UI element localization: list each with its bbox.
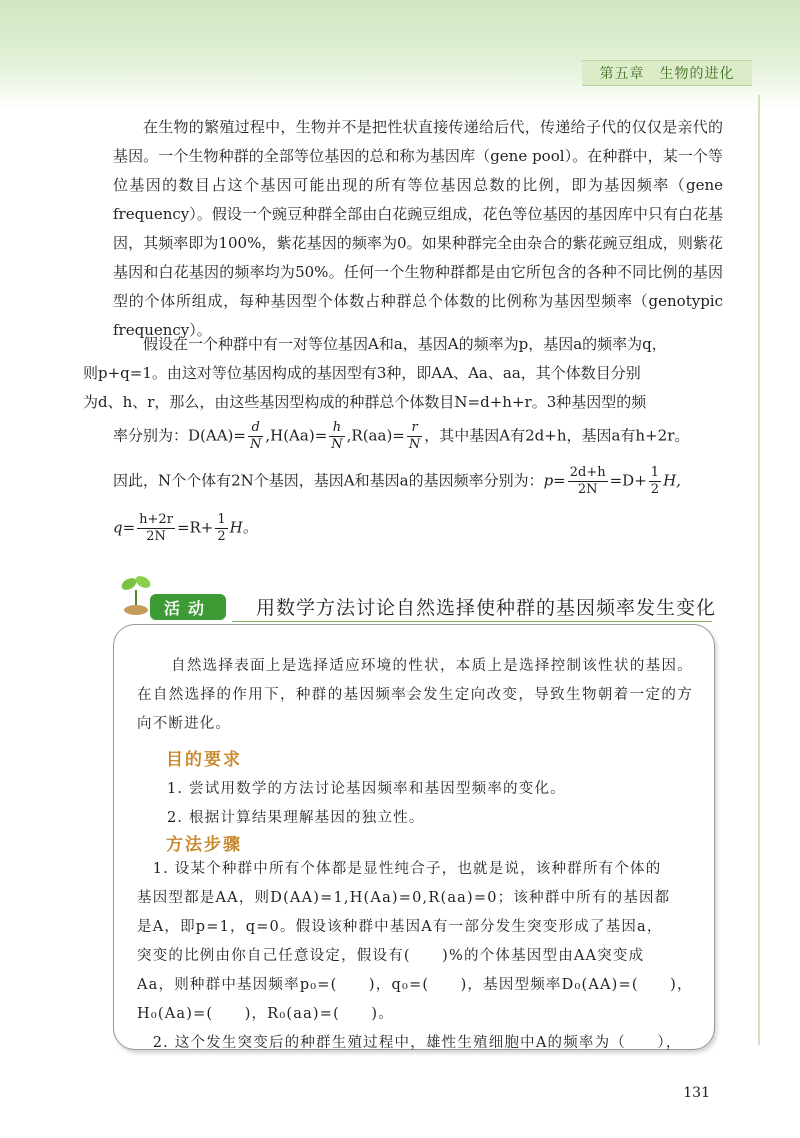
method-heading: 方法步骤 [166,835,242,855]
formula-H: ,H(Aa)= [265,426,328,445]
chapter-label: 第五章 生物的进化 [582,60,752,86]
step-line: 2. 这个发生突变后的种群生殖过程中，雄性生殖细胞中A的频率为（ ）， [137,1035,682,1051]
frac-den: 2N [577,482,598,497]
formula-R: ,R(aa)= [346,426,405,445]
fraction-r-over-n [407,420,422,453]
p-end: H, [663,471,681,490]
frac-den: 2N [146,529,166,544]
frac-num: 1 [217,512,226,527]
para2-line-1: 假设在一个种群中有一对等位基因A和a，基因A的频率为p，基因a的频率为q， [143,335,667,353]
page-number: 131 [683,1085,710,1101]
frac-num: 1 [650,465,660,480]
intro-paragraph-2 [83,330,723,417]
q-end: H。 [229,518,258,537]
goal-item-1: 1. 尝试用数学的方法讨论基因频率和基因型频率的变化。 [167,781,566,797]
q-eq: q= [113,518,136,537]
frac-den: 2 [650,482,660,497]
sprout-icon [118,570,154,616]
frac-den: N [331,437,343,452]
header-band [0,0,800,110]
para2-line-3: 为d、h、r，那么，由这些基因型构成的种群总个体数目N=d+h+r。3种基因型的频 [83,393,647,411]
frac-num: h [332,420,342,435]
genotype-frequency-formula: 率分别为：D(AA)= $\frac{d}{N}$ ,H(Aa)= $\frac{h}{N}$ ,R(aa)= $\frac{r}{N}$ ，其中基因A有2d+h，基因a有h+2r。 [113,420,690,452]
allele-frequency-p-formula [113,465,681,498]
para2-line-2: 则p+q=1。由这对等位基因构成的基因型有3种，即AA、Aa、aa，其个体数目分别 [83,364,641,382]
fraction-h-over-n [329,420,344,453]
intro-paragraph-1: 在生物的繁殖过程中，生物并不是把性状直接传递给后代，传递给子代的仅仅是亲代的基因。一个生物种群的全部等位基因的总和称为基因库（gene pool）。在种群中，某一个等位基因的数目占这个基因可能出现的所有等位基因总数的比例，即为基因频率（gene frequency）。假设一个豌豆种群全部由白花豌豆组成，花色等位基因的基因库中只有白花基因，其频率即为100%，紫花基因的频率为0。如果种群完全由杂合的紫花豌豆组成，则紫花基因和白花基因的频率均为50%。任何一个生物种群都是由它所包含的各种不同比例的基因型的个体所组成，每种基因型个体数占种群总个体数的比例称为基因型频率（genotypic frequency）。 [113,118,723,339]
frac-num: h+2r [139,512,173,527]
frac-num: 2d+h [569,465,606,480]
page-margin-line [758,95,760,1045]
p-eq: p= [543,471,566,490]
step-line: 突变的比例由你自己任意设定，假设有( )%的个体基因型由AA突变成 [137,948,645,964]
activity-title: 用数学方法讨论自然选择使种群的基因频率发生变化 [256,597,717,619]
step-line: 是A，即p=1，q=0。假设该种群中基因A有一部分发生突变形成了基因a， [137,919,663,935]
step-line: H₀(Aa)=( )，R₀(aa)=( )。 [137,1006,394,1022]
goal-heading: 目的要求 [166,750,242,770]
activity-tag: 活动 [150,594,226,620]
frac-den: 2 [217,529,226,544]
step-line: 1. 设某个种群中所有个体都是显性纯合子，也就是说，该种群所有个体的 [137,861,662,877]
allele-frequency-q-formula [113,512,258,545]
formula-D: D(AA)= [188,426,246,445]
step-line: Aa，则种群中基因频率p₀=( )，q₀=( )，基因型频率D₀(AA)=( )， [137,977,693,993]
fraction-q [137,512,175,545]
p-tail: =D+ [609,471,647,490]
q-tail: =R+ [176,518,214,537]
p-prefix: 因此，N个个体有2N个基因，基因A和基因a的基因频率分别为： [113,471,544,490]
fraction-half [649,465,661,498]
activity-title-underline [232,621,712,622]
step-line: 基因型都是AA，则D(AA)=1,H(Aa)=0,R(aa)=0；该种群中所有的基因都 [137,890,671,906]
frac-den: N [408,437,421,452]
frac-num: r [411,420,418,435]
goal-item-2: 2. 根据计算结果理解基因的独立性。 [167,810,425,826]
fraction-p [568,465,608,498]
formula-prefix: 率分别为： [113,426,189,445]
method-steps [137,855,693,1058]
fraction-d-over-n [248,420,263,453]
formula-suffix: 其中基因A有2d+h，基因a有h+2r。 [439,426,690,445]
activity-intro: 自然选择表面上是选择适应环境的性状，本质上是选择控制该性状的基因。在自然选择的作用下，种群的基因频率会发生定向改变，导致生物朝着一定的方向不断进化。 [137,658,693,732]
fraction-half [215,512,227,545]
frac-num: d [251,420,260,435]
frac-den: N [249,437,262,452]
